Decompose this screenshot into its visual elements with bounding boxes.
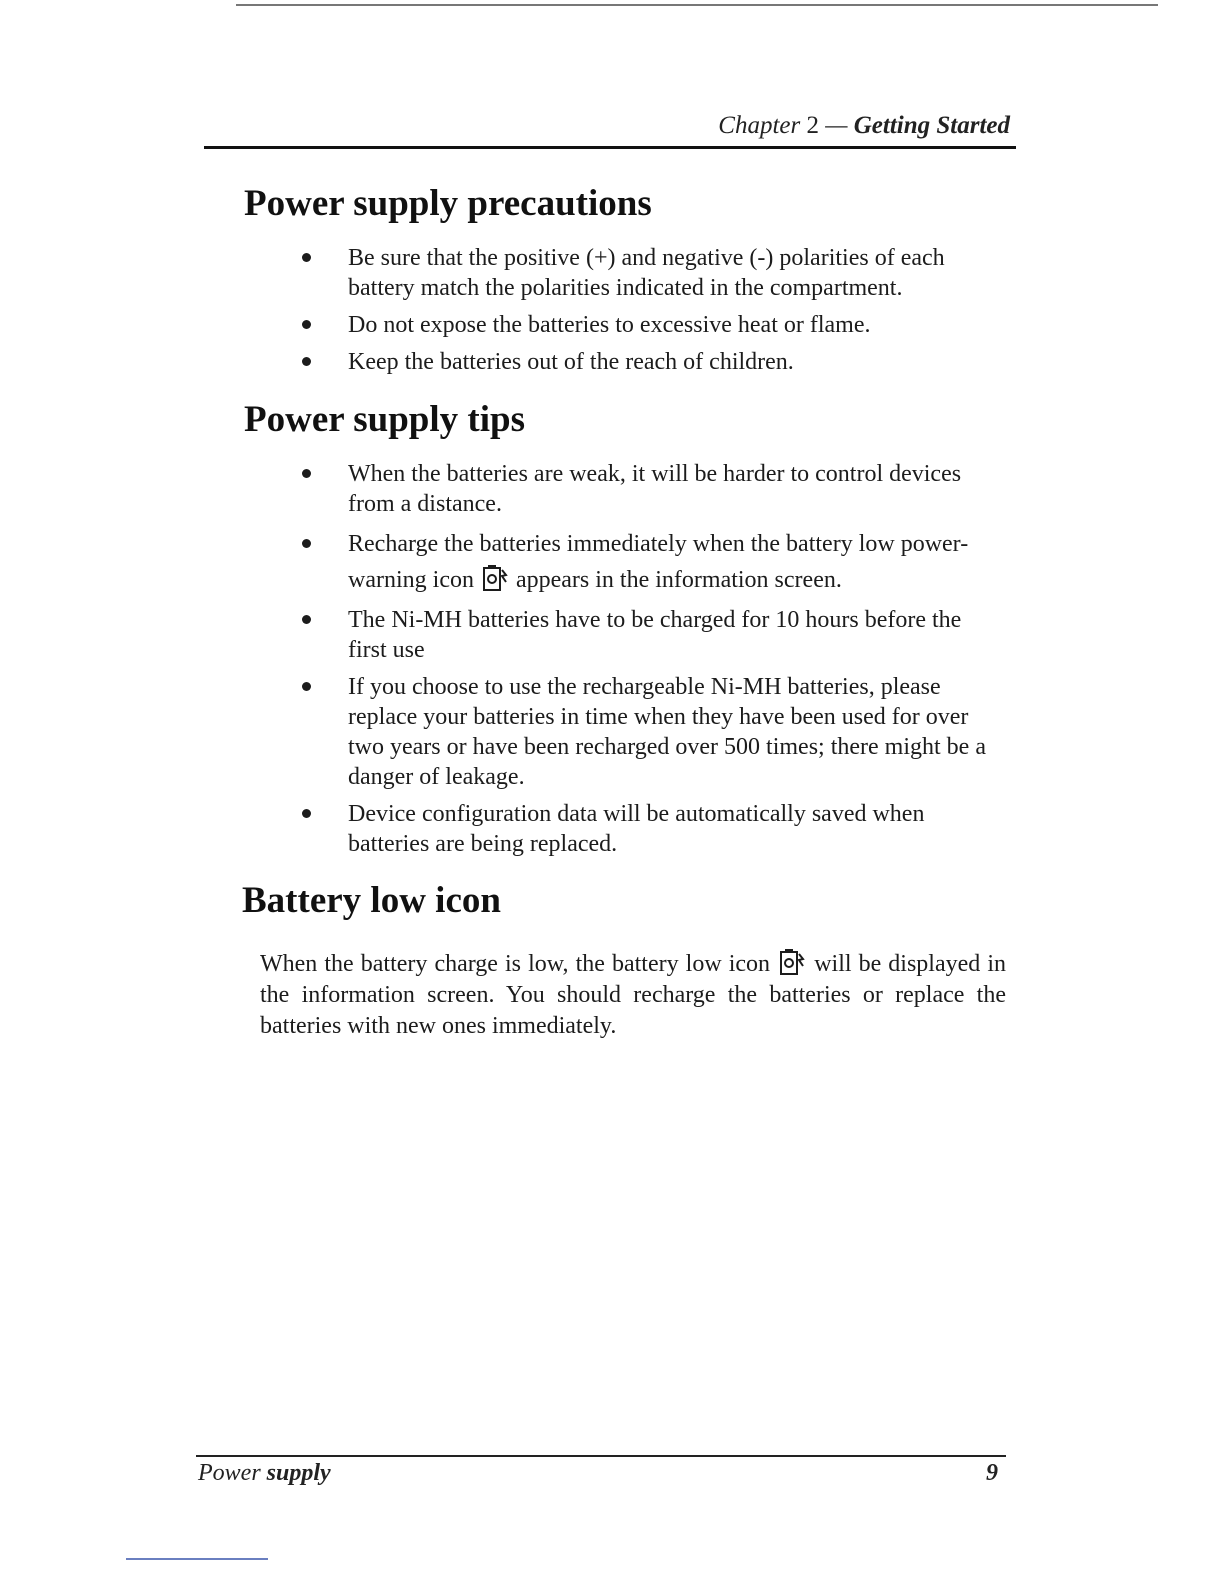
paragraph-text: When the battery charge is low, the battery low icon (260, 951, 771, 977)
paragraph-text-after-icon: will be displayed in the information screen. You should recharge the batteries or replace the batteries with new ones immediately. (260, 951, 1007, 1039)
battery-low-icon (779, 948, 805, 976)
chapter-number: 2 (806, 112, 819, 139)
section-heading-battery-low: Battery low icon (242, 880, 501, 921)
list-item-text: Be sure that the positive (+) and negative (-) polarities of each battery match the polarities indicated in the compartment. (348, 245, 945, 301)
tips-list (302, 459, 1002, 866)
page-number: 9 (986, 1460, 998, 1486)
footer-section-title (198, 1460, 331, 1487)
list-item (302, 526, 1002, 598)
header-rule (204, 146, 1016, 149)
footer-rule (196, 1455, 1006, 1457)
list-item (302, 347, 1012, 377)
list-item-text: When the batteries are weak, it will be harder to control devices from a distance. (348, 461, 962, 517)
bullet-icon (302, 357, 311, 366)
precautions-list (302, 243, 1012, 384)
list-item (302, 799, 1002, 859)
chapter-separator: — (825, 112, 848, 139)
bullet-icon (302, 469, 311, 478)
list-item-text: If you choose to use the rechargeable Ni-MH batteries, please replace your batteries in time when they have been used for over two years or have been recharged over 500 times; there might be a danger of leakage. (348, 674, 986, 790)
bullet-icon (302, 253, 311, 262)
footer-section-word-bold: supply (266, 1460, 331, 1486)
list-item-text: Device configuration data will be automatically saved when batteries are being replaced. (348, 801, 925, 857)
list-item (302, 459, 1002, 519)
bullet-icon (302, 809, 311, 818)
section-heading-precautions: Power supply precautions (244, 183, 652, 224)
list-item-text-after-icon: appears in the information screen. (515, 567, 842, 593)
running-header (204, 112, 1010, 140)
chapter-word: Chapter (718, 112, 801, 139)
footer-section-word: Power (198, 1460, 261, 1486)
battery-low-paragraph (260, 948, 1006, 1042)
list-item-text: Keep the batteries out of the reach of children. (348, 349, 794, 375)
scan-edge-line-top (236, 4, 1158, 6)
list-item-text: Do not expose the batteries to excessive heat or flame. (348, 312, 871, 338)
chapter-title: Getting Started (853, 112, 1010, 139)
list-item (302, 243, 1012, 303)
list-item (302, 605, 1002, 665)
battery-low-icon (482, 564, 508, 592)
list-item (302, 672, 1002, 792)
list-item-text: The Ni-MH batteries have to be charged for 10 hours before the first use (348, 607, 962, 663)
section-heading-tips: Power supply tips (244, 399, 525, 440)
bullet-icon (302, 539, 311, 548)
bullet-icon (302, 682, 311, 691)
bullet-icon (302, 320, 311, 329)
list-item (302, 310, 1012, 340)
scan-edge-line-bottom (126, 1558, 268, 1560)
list-item-text: Recharge the batteries immediately when the battery low power-warning icon (348, 531, 969, 593)
bullet-icon (302, 615, 311, 624)
